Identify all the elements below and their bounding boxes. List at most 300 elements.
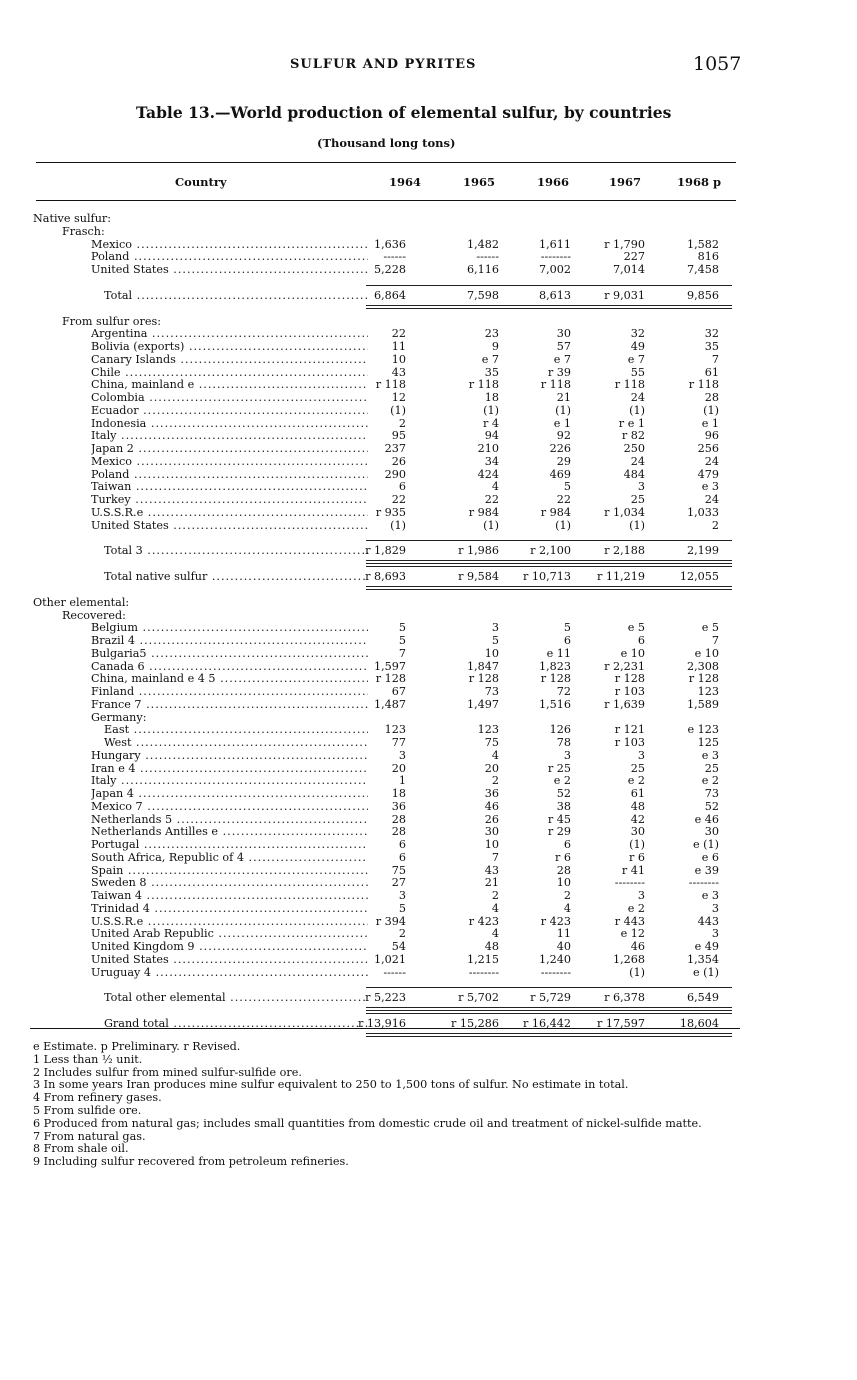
row-label: United States ..... bbox=[91, 953, 368, 966]
row-label: Grand total ..... bbox=[104, 1017, 368, 1030]
table-row bbox=[0, 391, 857, 404]
table-units: (Thousand long tons) bbox=[317, 136, 456, 150]
table-row bbox=[0, 685, 857, 698]
cell-1964: 36 bbox=[391, 799, 406, 813]
cell-1966: 38 bbox=[556, 799, 571, 813]
table-row bbox=[0, 468, 857, 481]
cell-1964: 1,487 bbox=[373, 697, 406, 711]
cell-1964: 27 bbox=[391, 876, 406, 890]
cell-1964: 75 bbox=[391, 863, 406, 877]
footnote: 3 In some years Iran produces mine sulfur equivalent to 250 to 1,500 tons of sulfur. No estimate in total. bbox=[33, 1078, 629, 1092]
table-row bbox=[0, 825, 857, 838]
cell-1965: 73 bbox=[484, 685, 499, 698]
cell-1967: 46 bbox=[630, 940, 645, 953]
cell-1968p: -------- bbox=[688, 876, 719, 890]
row-label: Italy ..... bbox=[91, 774, 368, 787]
row-label: U.S.S.R.e ..... bbox=[91, 506, 368, 519]
cell-1966: 1,611 bbox=[538, 237, 571, 251]
cell-1967: r 121 bbox=[614, 723, 645, 737]
row-label: From sulfur ores: bbox=[62, 314, 161, 328]
row-label: Frasch: bbox=[62, 224, 105, 238]
cell-1967: r 17,597 bbox=[596, 1017, 645, 1030]
cell-1967: r 1,034 bbox=[604, 505, 645, 519]
cell-1966: r 984 bbox=[540, 505, 571, 519]
cell-1964: 1,636 bbox=[373, 237, 406, 251]
cell-1965: 34 bbox=[484, 454, 499, 468]
row-label: West ..... bbox=[104, 736, 368, 749]
cell-1966: 28 bbox=[556, 863, 571, 877]
cell-1965: e 7 bbox=[481, 352, 499, 366]
cell-1967: 61 bbox=[630, 787, 645, 800]
cell-1964: 237 bbox=[384, 442, 406, 455]
cell-1967: 484 bbox=[623, 467, 645, 481]
cell-1964: 5 bbox=[398, 634, 406, 647]
total-double-rule bbox=[366, 1007, 732, 1008]
row-label: Taiwan 4 ..... bbox=[91, 889, 368, 902]
cell-1966: 6 bbox=[563, 838, 571, 851]
cell-1967: 55 bbox=[630, 365, 645, 379]
cell-1966: 29 bbox=[556, 454, 571, 468]
cell-1967: 3 bbox=[637, 748, 645, 762]
cell-1966: r 39 bbox=[547, 365, 571, 379]
cell-1967: 3 bbox=[637, 480, 645, 494]
cell-1965: r 5,702 bbox=[458, 991, 499, 1005]
cell-1966: (1) bbox=[555, 403, 571, 417]
cell-1968p: e 6 bbox=[701, 850, 719, 864]
cell-1964: 20 bbox=[391, 761, 406, 775]
cell-1967: 250 bbox=[623, 442, 645, 455]
cell-1964: 2 bbox=[398, 416, 406, 430]
cell-1966: r 45 bbox=[547, 812, 571, 826]
table-row bbox=[0, 711, 857, 724]
row-label: Canada 6 ..... bbox=[91, 660, 368, 673]
cell-1966: r 423 bbox=[540, 914, 571, 928]
cell-1967: r 1,790 bbox=[604, 237, 645, 251]
cell-1967: r 1,639 bbox=[604, 697, 645, 711]
cell-1968p: 1,582 bbox=[686, 237, 719, 251]
row-label: Total native sulfur ..... bbox=[104, 570, 368, 583]
cell-1967: r 9,031 bbox=[604, 288, 645, 302]
row-label: Mexico 7 ..... bbox=[91, 800, 368, 813]
table-row bbox=[0, 455, 857, 468]
table-row bbox=[0, 327, 857, 340]
row-label: Total 3 ..... bbox=[104, 544, 368, 557]
cell-1965: 26 bbox=[484, 812, 499, 826]
cell-1966: 5 bbox=[563, 621, 571, 635]
table-row bbox=[0, 813, 857, 826]
cell-1968p: 32 bbox=[704, 327, 719, 341]
cell-1965: 2 bbox=[491, 889, 499, 902]
table-row bbox=[0, 774, 857, 787]
cell-1967: 24 bbox=[630, 454, 645, 468]
cell-1967: r 118 bbox=[614, 378, 645, 392]
cell-1966: r 5,729 bbox=[530, 991, 571, 1005]
cell-1968p: r 118 bbox=[688, 378, 719, 392]
cell-1968p: 479 bbox=[697, 467, 719, 481]
table-title: Table 13.—World production of elemental sulfur, by countries bbox=[136, 103, 672, 122]
cell-1965: 75 bbox=[484, 736, 499, 749]
table-bottom-rule bbox=[30, 1028, 740, 1029]
table-row bbox=[0, 225, 857, 238]
cell-1965: r 128 bbox=[468, 672, 499, 686]
table-row bbox=[0, 672, 857, 685]
cell-1964: r 128 bbox=[375, 672, 406, 686]
cell-1966: 40 bbox=[556, 940, 571, 953]
footnote: 2 Includes sulfur from mined sulfur-sulfide ore. bbox=[33, 1065, 302, 1079]
column-header-1967: 1967 bbox=[609, 175, 642, 189]
row-label: Total other elemental ..... bbox=[104, 991, 368, 1004]
footnote: 1 Less than ½ unit. bbox=[33, 1052, 143, 1066]
cell-1965: 94 bbox=[484, 429, 499, 443]
total-rule bbox=[366, 540, 732, 541]
total-double-rule bbox=[366, 589, 732, 590]
cell-1965: 18 bbox=[484, 391, 499, 404]
cell-1964: 22 bbox=[391, 327, 406, 341]
cell-1965: 1,215 bbox=[466, 952, 499, 966]
cell-1966: -------- bbox=[540, 250, 571, 264]
cell-1965: 4 bbox=[491, 901, 499, 915]
total-double-rule bbox=[366, 1033, 732, 1034]
cell-1966: 1,823 bbox=[538, 659, 571, 673]
row-label: Japan 2 ..... bbox=[91, 442, 368, 455]
cell-1966: r 10,713 bbox=[522, 570, 571, 583]
row-label: Bolivia (exports) ..... bbox=[91, 340, 368, 353]
cell-1965: 4 bbox=[491, 927, 499, 941]
cell-1965: 36 bbox=[484, 787, 499, 800]
table-row bbox=[0, 660, 857, 673]
cell-1966: 4 bbox=[563, 901, 571, 915]
cell-1965: 43 bbox=[484, 863, 499, 877]
cell-1968p: 1,033 bbox=[686, 505, 719, 519]
cell-1968p: e (1) bbox=[692, 838, 719, 851]
table-row bbox=[0, 838, 857, 851]
cell-1967: 7,014 bbox=[612, 263, 645, 276]
total-double-rule bbox=[366, 560, 732, 561]
cell-1966: 52 bbox=[556, 787, 571, 800]
cell-1967: 227 bbox=[623, 250, 645, 264]
cell-1966: 1,240 bbox=[538, 952, 571, 966]
cell-1965: 35 bbox=[484, 365, 499, 379]
row-label: United States ..... bbox=[91, 519, 368, 532]
cell-1968p: 61 bbox=[704, 365, 719, 379]
table-row bbox=[0, 353, 857, 366]
cell-1966: 22 bbox=[556, 493, 571, 506]
cell-1966: r 128 bbox=[540, 672, 571, 686]
row-label: Colombia ..... bbox=[91, 391, 368, 404]
cell-1967: r 2,188 bbox=[604, 544, 645, 558]
cell-1968p: 2,199 bbox=[686, 544, 719, 558]
cell-1964: 3 bbox=[398, 889, 406, 902]
cell-1964: 18 bbox=[391, 787, 406, 800]
cell-1966: r 118 bbox=[540, 378, 571, 392]
row-label: Other elemental: bbox=[33, 595, 130, 609]
cell-1967: e 10 bbox=[620, 646, 645, 660]
cell-1965: 4 bbox=[491, 480, 499, 494]
cell-1964: 1 bbox=[398, 774, 406, 788]
cell-1968p: 73 bbox=[704, 787, 719, 800]
cell-1968p: e 5 bbox=[701, 621, 719, 635]
cell-1964: 6 bbox=[398, 838, 406, 851]
cell-1965: 5 bbox=[491, 634, 499, 647]
table-row bbox=[0, 621, 857, 634]
table-row bbox=[0, 876, 857, 889]
table-row bbox=[0, 991, 857, 1004]
cell-1965: r 15,286 bbox=[450, 1017, 499, 1030]
cell-1967: r 103 bbox=[614, 685, 645, 698]
table-row bbox=[0, 889, 857, 902]
row-label: United Kingdom 9 ..... bbox=[91, 940, 368, 953]
running-header-title: SULFUR AND PYRITES bbox=[290, 57, 477, 72]
cell-1968p: 256 bbox=[697, 442, 719, 455]
cell-1966: 78 bbox=[556, 736, 571, 749]
cell-1964: r 118 bbox=[375, 378, 406, 392]
cell-1968p: 7 bbox=[711, 634, 719, 647]
footnote: 6 Produced from natural gas; includes small quantities from domestic crude oil and treatment of nickel-sulfide matte. bbox=[33, 1116, 702, 1130]
row-label: Portugal ..... bbox=[91, 838, 368, 851]
total-double-rule bbox=[366, 305, 732, 306]
row-label: France 7 ..... bbox=[91, 698, 368, 711]
table-row bbox=[0, 442, 857, 455]
row-label: Netherlands 5 ..... bbox=[91, 813, 368, 826]
cell-1964: r 13,916 bbox=[357, 1017, 406, 1030]
table-row bbox=[0, 238, 857, 251]
cell-1967: 1,268 bbox=[612, 952, 645, 966]
cell-1966: e 11 bbox=[546, 646, 571, 660]
cell-1965: 46 bbox=[484, 799, 499, 813]
total-double-rule bbox=[366, 586, 732, 587]
row-label: Poland ..... bbox=[91, 250, 368, 263]
cell-1968p: 96 bbox=[704, 429, 719, 443]
row-label: Turkey ..... bbox=[91, 493, 368, 506]
column-header-1965: 1965 bbox=[463, 175, 496, 189]
cell-1968p: e 10 bbox=[694, 646, 719, 660]
row-label: Spain ..... bbox=[91, 864, 368, 877]
table-row bbox=[0, 480, 857, 493]
cell-1966: -------- bbox=[540, 965, 571, 979]
cell-1964: 28 bbox=[391, 825, 406, 839]
table-row bbox=[0, 404, 857, 417]
cell-1964: r 8,693 bbox=[365, 570, 406, 583]
table-row bbox=[0, 902, 857, 915]
cell-1965: r 9,584 bbox=[458, 570, 499, 583]
row-label: Hungary ..... bbox=[91, 749, 368, 762]
cell-1967: r 2,231 bbox=[604, 659, 645, 673]
row-label: Japan 4 ..... bbox=[91, 787, 368, 800]
cell-1968p: 25 bbox=[704, 761, 719, 775]
cell-1966: 5 bbox=[563, 480, 571, 494]
cell-1966: r 2,100 bbox=[530, 544, 571, 558]
cell-1965: 6,116 bbox=[466, 263, 499, 276]
cell-1968p: 3 bbox=[711, 901, 719, 915]
table-row bbox=[0, 800, 857, 813]
cell-1966: 30 bbox=[556, 327, 571, 341]
cell-1964: 22 bbox=[391, 493, 406, 506]
cell-1966: e 2 bbox=[553, 774, 571, 788]
cell-1968p: 30 bbox=[704, 825, 719, 839]
cell-1964: 6 bbox=[398, 480, 406, 494]
cell-1967: (1) bbox=[629, 403, 645, 417]
cell-1967: 48 bbox=[630, 799, 645, 813]
cell-1968p: 816 bbox=[697, 250, 719, 264]
cell-1964: (1) bbox=[390, 403, 406, 417]
table-row bbox=[0, 212, 857, 225]
row-label: Finland ..... bbox=[91, 685, 368, 698]
row-label: Total ..... bbox=[104, 289, 368, 302]
cell-1965: 1,847 bbox=[466, 659, 499, 673]
row-label: Netherlands Antilles e ..... bbox=[91, 825, 368, 838]
row-label: United Arab Republic ..... bbox=[91, 927, 368, 940]
row-label: Recovered: bbox=[62, 608, 126, 622]
cell-1964: 43 bbox=[391, 365, 406, 379]
cell-1966: 21 bbox=[556, 391, 571, 404]
row-label: Ecuador ..... bbox=[91, 404, 368, 417]
cell-1966: 1,516 bbox=[538, 697, 571, 711]
cell-1965: -------- bbox=[468, 965, 499, 979]
total-rule bbox=[366, 1013, 732, 1014]
cell-1967: r 6,378 bbox=[604, 991, 645, 1005]
cell-1967: e 2 bbox=[627, 774, 645, 788]
cell-1966: r 29 bbox=[547, 825, 571, 839]
cell-1968p: e 49 bbox=[694, 940, 719, 953]
row-label: Taiwan ..... bbox=[91, 480, 368, 493]
cell-1964: 28 bbox=[391, 812, 406, 826]
cell-1967: e 2 bbox=[627, 901, 645, 915]
row-label: Mexico ..... bbox=[91, 238, 368, 251]
cell-1967: r 6 bbox=[628, 850, 645, 864]
table-row bbox=[0, 749, 857, 762]
table-row bbox=[0, 787, 857, 800]
cell-1966: 6 bbox=[563, 634, 571, 647]
cell-1964: 5,228 bbox=[373, 263, 406, 276]
cell-1965: 424 bbox=[477, 467, 499, 481]
cell-1964: 7 bbox=[398, 646, 406, 660]
table-row bbox=[0, 966, 857, 979]
cell-1967: e 7 bbox=[627, 352, 645, 366]
table-row bbox=[0, 851, 857, 864]
cell-1968p: 24 bbox=[704, 493, 719, 506]
table-row bbox=[0, 762, 857, 775]
cell-1964: 6,864 bbox=[373, 288, 406, 302]
footnote: 4 From refinery gases. bbox=[33, 1091, 162, 1105]
table-row bbox=[0, 927, 857, 940]
cell-1964: 1,021 bbox=[373, 952, 406, 966]
cell-1966: r 6 bbox=[554, 850, 571, 864]
table-row bbox=[0, 493, 857, 506]
table-row bbox=[0, 289, 857, 302]
row-label: Germany: bbox=[91, 710, 147, 724]
cell-1964: 12 bbox=[391, 391, 406, 404]
row-label: South Africa, Republic of 4 ..... bbox=[91, 851, 368, 864]
table-row bbox=[0, 864, 857, 877]
cell-1967: 25 bbox=[630, 761, 645, 775]
cell-1968p: 18,604 bbox=[679, 1017, 719, 1030]
cell-1964: r 935 bbox=[375, 505, 406, 519]
cell-1964: r 5,223 bbox=[365, 991, 406, 1005]
table-row bbox=[0, 417, 857, 430]
cell-1968p: 125 bbox=[697, 736, 719, 749]
cell-1967: (1) bbox=[629, 838, 645, 851]
cell-1967: 25 bbox=[630, 493, 645, 506]
cell-1965: r 423 bbox=[468, 914, 499, 928]
row-label: Sweden 8 ..... bbox=[91, 876, 368, 889]
cell-1968p: 28 bbox=[704, 391, 719, 404]
row-label: United States ..... bbox=[91, 263, 368, 276]
table-row bbox=[0, 609, 857, 622]
cell-1964: (1) bbox=[390, 518, 406, 532]
cell-1966: 7,002 bbox=[538, 263, 571, 276]
cell-1965: 2 bbox=[491, 774, 499, 788]
row-label: Bulgaria5 ..... bbox=[91, 647, 368, 660]
cell-1968p: 2,308 bbox=[686, 659, 719, 673]
cell-1965: (1) bbox=[483, 518, 499, 532]
row-label: U.S.S.R.e ..... bbox=[91, 915, 368, 928]
cell-1966: 92 bbox=[556, 429, 571, 443]
cell-1965: 23 bbox=[484, 327, 499, 341]
cell-1967: (1) bbox=[629, 518, 645, 532]
cell-1966: 126 bbox=[549, 723, 571, 737]
table-row bbox=[0, 647, 857, 660]
table-row bbox=[0, 378, 857, 391]
footnote: 9 Including sulfur recovered from petroleum refineries. bbox=[33, 1155, 349, 1169]
footnote: 7 From natural gas. bbox=[33, 1129, 146, 1143]
cell-1964: 5 bbox=[398, 901, 406, 915]
total-double-rule bbox=[366, 1010, 732, 1011]
cell-1968p: 2 bbox=[711, 518, 719, 532]
row-label: Belgium ..... bbox=[91, 621, 368, 634]
cell-1966: r 25 bbox=[547, 761, 571, 775]
table-row bbox=[0, 366, 857, 379]
cell-1967: 30 bbox=[630, 825, 645, 839]
row-label: Canary Islands ..... bbox=[91, 353, 368, 366]
cell-1968p: e 2 bbox=[701, 774, 719, 788]
cell-1967: e 12 bbox=[620, 927, 645, 941]
total-rule bbox=[366, 987, 732, 988]
cell-1968p: e (1) bbox=[692, 965, 719, 979]
table-row bbox=[0, 263, 857, 276]
cell-1967: (1) bbox=[629, 965, 645, 979]
cell-1964: 77 bbox=[391, 736, 406, 749]
cell-1967: e 5 bbox=[627, 621, 645, 635]
table-row bbox=[0, 953, 857, 966]
cell-1965: 21 bbox=[484, 876, 499, 890]
cell-1965: 1,497 bbox=[466, 697, 499, 711]
cell-1964: ------ bbox=[383, 965, 406, 979]
cell-1965: r 4 bbox=[482, 416, 499, 430]
cell-1968p: 12,055 bbox=[679, 570, 719, 583]
cell-1968p: e 1 bbox=[701, 416, 719, 430]
cell-1968p: 9,856 bbox=[686, 288, 719, 302]
cell-1964: 95 bbox=[391, 429, 406, 443]
cell-1966: 11 bbox=[556, 927, 571, 941]
cell-1964: 290 bbox=[384, 467, 406, 481]
cell-1964: 2 bbox=[398, 927, 406, 941]
cell-1965: ------ bbox=[476, 250, 499, 264]
cell-1967: r 128 bbox=[614, 672, 645, 686]
cell-1968p: e 46 bbox=[694, 812, 719, 826]
row-label: Chile ..... bbox=[91, 366, 368, 379]
table-row bbox=[0, 915, 857, 928]
footnotes bbox=[33, 1041, 743, 1169]
cell-1965: 7,598 bbox=[466, 288, 499, 302]
cell-1964: 5 bbox=[398, 621, 406, 635]
cell-1965: 10 bbox=[484, 646, 499, 660]
cell-1968p: 6,549 bbox=[686, 991, 719, 1005]
cell-1968p: e 3 bbox=[701, 889, 719, 902]
cell-1964: 26 bbox=[391, 454, 406, 468]
cell-1964: r 1,829 bbox=[365, 544, 406, 558]
table-row bbox=[0, 340, 857, 353]
cell-1967: r e 1 bbox=[618, 416, 645, 430]
